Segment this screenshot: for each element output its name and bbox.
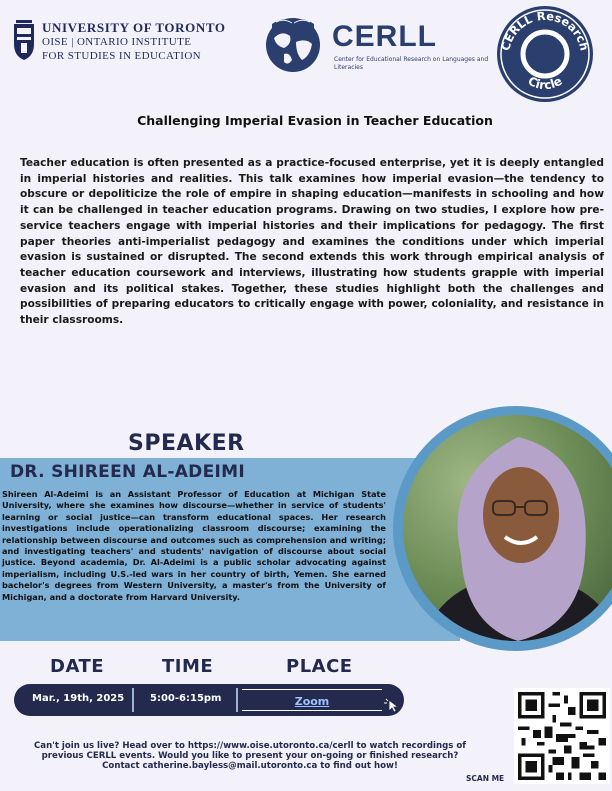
oise-line: OISE | ONTARIO INSTITUTE <box>42 36 192 48</box>
date-label: DATE <box>50 656 105 677</box>
event-time: 5:00-6:15pm <box>150 693 222 704</box>
uoft-oise-logo <box>12 18 247 68</box>
qr-code[interactable] <box>514 688 610 784</box>
zoom-link[interactable]: Zoom <box>294 695 330 708</box>
time-label: TIME <box>162 656 214 677</box>
research-circle-badge <box>495 4 595 104</box>
cerll-wordmark: CERLL <box>332 20 437 53</box>
uoft-name: UNIVERSITY OF TORONTO <box>42 20 226 35</box>
speaker-heading: SPEAKER <box>128 431 245 456</box>
scan-me-caption: SCAN ME <box>466 774 505 783</box>
talk-title: Challenging Imperial Evasion in Teacher Education <box>137 113 493 128</box>
event-date: Mar., 19th, 2025 <box>32 693 125 704</box>
speaker-portrait-icon <box>403 415 612 641</box>
footer-line: previous CERLL events. Would you like to present your on-going or finished research? <box>41 751 459 761</box>
badge-top-text: CERLL Research <box>498 8 592 53</box>
cerll-logo <box>262 10 492 80</box>
footer-line: Contact catherine.bayless@mail.utoronto.ca to find out how! <box>102 761 398 771</box>
speaker-photo <box>403 415 612 641</box>
globe-book-icon <box>262 12 324 74</box>
place-label: PLACE <box>286 656 353 677</box>
divider <box>132 688 134 712</box>
talk-abstract: Teacher education is often presented as a practice-focused enterprise, yet it is deeply entangled in imperial histories and realities. This talk examines how imperial evasion—the tendency to obscure or depoliticize the role of empire in shaping education—manifests in schooling and how it can be challenged in teacher education programs. Drawing on two studies, I explore how pre-service teachers engage with imperial histories and their implications for pedagogy. The first paper theories anti-imperialist pedagogy and examines the conditions under which imperial evasion is sustained or disrupted. The second extends this work through empirical analysis of teacher education coursework and interviews, illustrating how students grapple with imperial evasion and its political stakes. Together, these studies highlight both the challenges and possibilities of preparing educators to critically engage with power, coloniality, and resistance in their classrooms. <box>20 157 604 327</box>
footer-note <box>0 741 500 771</box>
footer-line: Can't join us live? Head over to https://www.oise.utoronto.ca/cerll to watch recordings of <box>33 741 467 751</box>
badge-bottom-text: Circle <box>525 73 565 93</box>
oise-line-2: FOR STUDIES IN EDUCATION <box>42 50 202 62</box>
zoom-link-frame[interactable] <box>242 689 382 711</box>
click-cursor-icon <box>384 697 400 713</box>
divider <box>236 688 238 712</box>
cerll-subtitle: Center for Educational Research on Languages and Literacies <box>334 56 489 71</box>
uoft-crest-icon <box>12 20 36 62</box>
speaker-name: DR. SHIREEN AL-ADEIMI <box>10 462 245 482</box>
speaker-bio: Shireen Al-Adeimi is an Assistant Professor of Education at Michigan State University, where she examines how discourse—whether in service of students' learning or social justice—can transform educational spaces. Her research investigations include operationalizing classroom discourse; examining the relationship between discourse and outcomes such as comprehension and writing; and investigating teachers' and students' navigation of discourse about social justice. Beyond academia, Dr. Al-Adeimi is a public scholar advocating against imperialism, including U.S.-led wars in her country of birth, Yemen. She earned bachelor's degrees from Western University, a master's from the University of Michigan, and a doctorate from Harvard University. <box>2 489 386 602</box>
